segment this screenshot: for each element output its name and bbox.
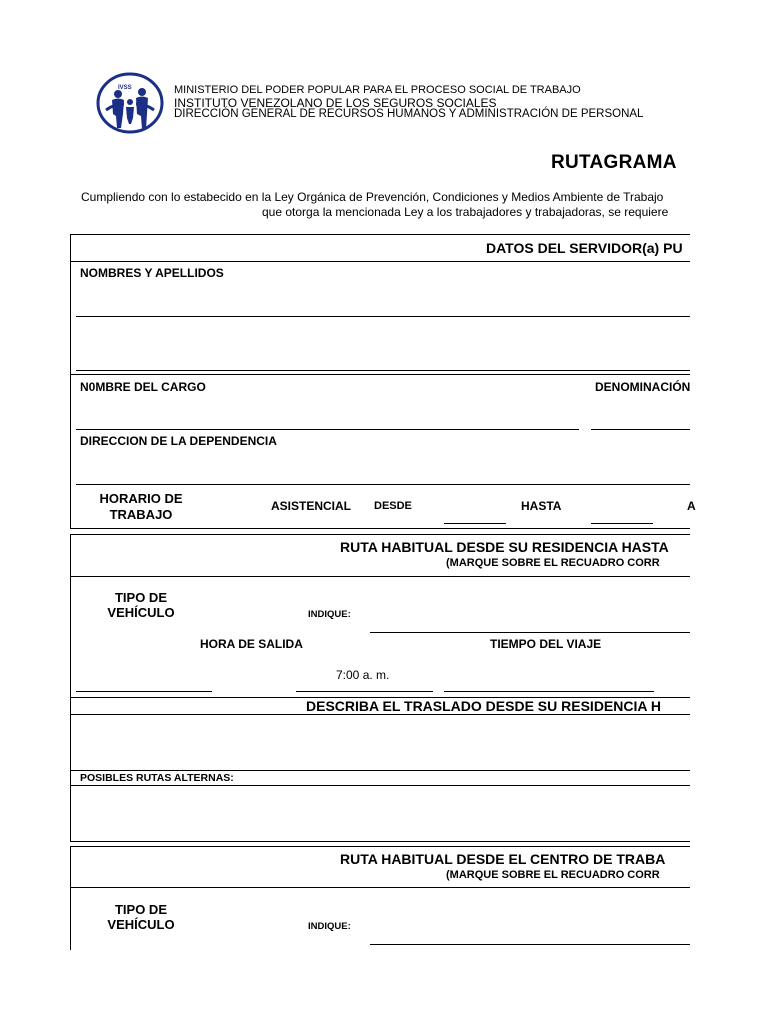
horario-label-line-2: TRABAJO	[109, 507, 173, 522]
tipo-vehiculo-label-line-1: TIPO DE	[114, 590, 167, 605]
cut-label: A	[687, 499, 696, 513]
hora-salida-field-line[interactable]	[296, 691, 433, 692]
asistencial-label: ASISTENCIAL	[271, 499, 352, 513]
section-ruta-trabajo-title: RUTA HABITUAL DESDE EL CENTRO DE TRABA	[340, 851, 666, 867]
horario-label-line-1: HORARIO DE	[99, 491, 183, 506]
denominacion-label: DENOMINACIÓN	[595, 380, 691, 394]
tiempo-viaje-label: TIEMPO DEL VIAJE	[490, 637, 602, 651]
intro-line-2: que otorga la mencionada Ley a los trabajadores y trabajadoras, se requiere	[262, 205, 669, 219]
logo-text: IVSS	[118, 85, 132, 91]
hora-salida-value: 7:00 a. m.	[336, 668, 390, 682]
section-ruta-residencia-title: RUTA HABITUAL DESDE SU RESIDENCIA HASTA	[340, 539, 669, 555]
dependencia-field-line[interactable]	[76, 484, 690, 485]
hasta-field-line[interactable]	[591, 523, 653, 524]
rutas-alternas-label: POSIBLES RUTAS ALTERNAS:	[80, 772, 234, 784]
section-traslado-title: DESCRIBA EL TRASLADO DESDE SU RESIDENCIA H	[306, 698, 661, 714]
intro-line-1: Cumpliendo con lo estabecido en la Ley Orgánica de Prevención, Condiciones y Medios Ambiente de Trabajo	[81, 190, 664, 204]
nombres-line-1[interactable]	[76, 316, 690, 317]
hasta-label: HASTA	[521, 499, 562, 513]
section-ruta-trabajo-subtitle: (MARQUE SOBRE EL RECUADRO CORR	[446, 869, 660, 881]
denominacion-field-line[interactable]	[591, 429, 690, 430]
header-ministerio: MINISTERIO DEL PODER POPULAR PARA EL PROCESO SOCIAL DE TRABAJO	[174, 84, 581, 96]
indique-label: INDIQUE:	[308, 609, 351, 620]
indique-2-label: INDIQUE:	[308, 921, 351, 932]
desde-label: DESDE	[374, 500, 412, 512]
nombres-label: NOMBRES Y APELLIDOS	[80, 266, 224, 280]
tipo-vehiculo-2-label-line-1: TIPO DE	[114, 902, 167, 917]
dependencia-label: DIRECCION DE LA DEPENDENCIA	[80, 434, 277, 448]
tiempo-viaje-field-line[interactable]	[444, 691, 654, 692]
section-servidor-title: DATOS DEL SERVIDOR(a) PU	[486, 240, 683, 256]
indique-field-line[interactable]	[370, 632, 690, 633]
ivss-logo	[96, 72, 164, 134]
desde-field-line[interactable]	[444, 523, 506, 524]
header-direccion: DIRECCIÓN GENERAL DE RECURSOS HUMANOS Y ADMINISTRACIÓN DE PERSONAL	[174, 108, 644, 120]
indique-2-field-line[interactable]	[370, 944, 690, 945]
tipo-vehiculo-2-label-line-2: VEHÍCULO	[107, 917, 175, 932]
section-ruta-residencia-subtitle: (MARQUE SOBRE EL RECUADRO CORR	[446, 557, 660, 569]
header-instituto: INSTITUTO VENEZOLANO DE LOS SEGUROS SOCIALES	[174, 96, 497, 110]
cargo-field-line[interactable]	[76, 429, 579, 430]
hora-salida-label: HORA DE SALIDA	[200, 637, 303, 651]
form-title: RUTAGRAMA	[551, 152, 677, 173]
tipo-vehiculo-label-line-2: VEHÍCULO	[107, 605, 175, 620]
cargo-label: N0MBRE DEL CARGO	[80, 380, 206, 394]
